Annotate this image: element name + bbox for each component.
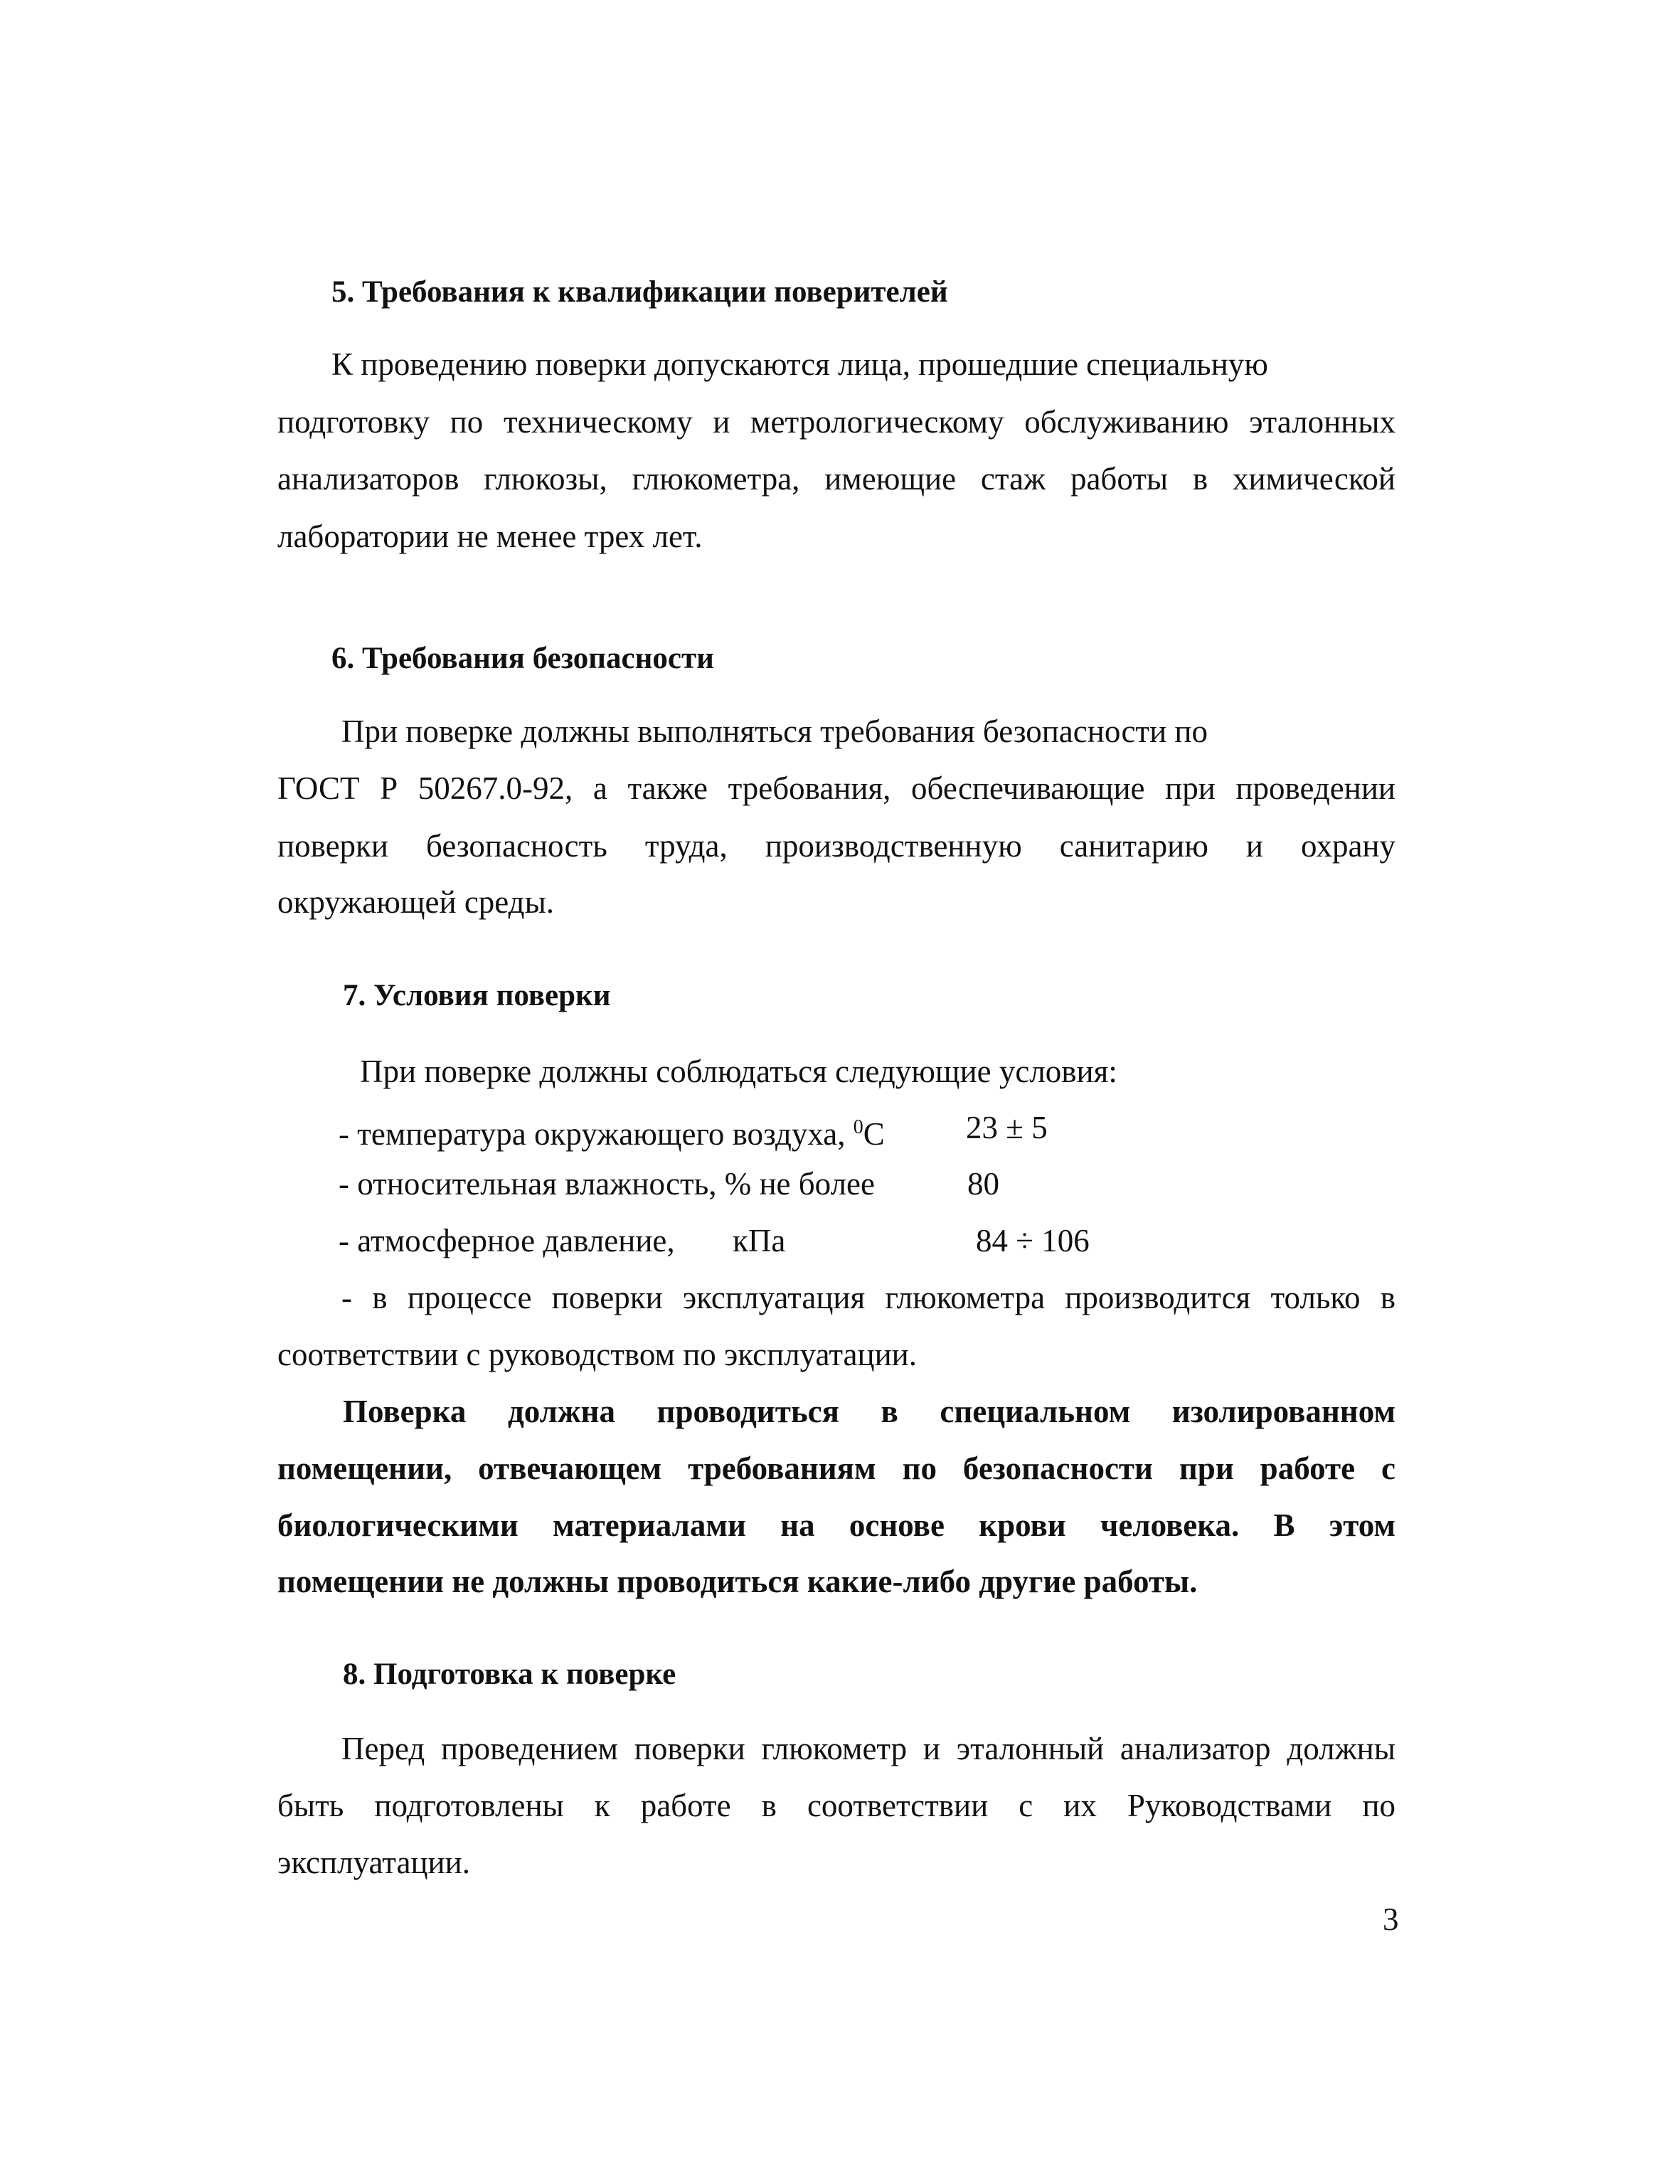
section-8-heading: 8. Подготовка к поверке (343, 1658, 676, 1691)
condition-temperature-value: 23 ± 5 (966, 1110, 1048, 1145)
condition-pressure-value: 84 ÷ 106 (976, 1223, 1090, 1258)
section-5-heading: 5. Требования к квалификации поверителей (331, 275, 948, 309)
section-8-line-3: эксплуатации. (277, 1845, 470, 1880)
section-6-line-1: При поверке должны выполняться требования безопасности по (341, 714, 1208, 749)
section-8-line-1: Перед проведением поверки глюкометр и эталонный анализатор должны (341, 1731, 1395, 1766)
section-6-line-4: окружающей среды. (277, 884, 555, 920)
section-5-line-3: анализаторов глюкозы, глюкометра, имеющие стаж работы в химической (277, 461, 1395, 497)
section-5-line-4: лаборатории не менее трех лет. (277, 519, 703, 554)
section-7-process-line-2: соответствии с руководством по эксплуатации. (277, 1337, 918, 1372)
condition-humidity-value: 80 (967, 1166, 999, 1202)
condition-pressure-unit: кПа (733, 1223, 786, 1258)
condition-temperature-unit: С (863, 1116, 885, 1152)
section-5-line-1: К проведению поверки допускаются лица, прошедшие специальную (331, 346, 1268, 382)
section-7-heading: 7. Условия поверки (343, 979, 611, 1012)
section-6-line-3: поверки безопасность труда, производственную санитарию и охрану (277, 828, 1395, 864)
section-7-bold-line-3: биологическими материалами на основе крови человека. В этом (277, 1507, 1395, 1543)
section-7-process-line-1: - в процессе поверки эксплуатация глюкометра производится только в (341, 1280, 1395, 1315)
condition-humidity-label: - относительная влажность, % не более (339, 1166, 875, 1202)
page-number: 3 (1383, 1902, 1399, 1937)
section-7-bold-line-4: помещении не должны проводиться какие-либо другие работы. (277, 1564, 1198, 1599)
condition-temperature-unit-sup: 0 (853, 1116, 863, 1138)
section-6-heading: 6. Требования безопасности (331, 642, 714, 675)
section-5-line-2: подготовку по техническому и метрологическому обслуживанию эталонных (277, 404, 1395, 440)
section-7-bold-line-2: помещении, отвечающем требованиям по безопасности при работе с (277, 1451, 1395, 1486)
condition-temperature-label: - температура окружающего воздуха, $^0$С (339, 1116, 885, 1152)
section-7-bold-line-1: Поверка должна проводиться в специальном изолированном (343, 1394, 1395, 1429)
section-7-intro: При поверке должны соблюдаться следующие условия: (360, 1054, 1117, 1089)
section-6-line-2: ГОСТ Р 50267.0-92, а также требования, обеспечивающие при проведении (277, 770, 1395, 806)
section-8-line-2: быть подготовлены к работе в соответствии с их Руководствами по (277, 1788, 1395, 1823)
condition-pressure-label: - атмосферное давление, (339, 1223, 675, 1258)
